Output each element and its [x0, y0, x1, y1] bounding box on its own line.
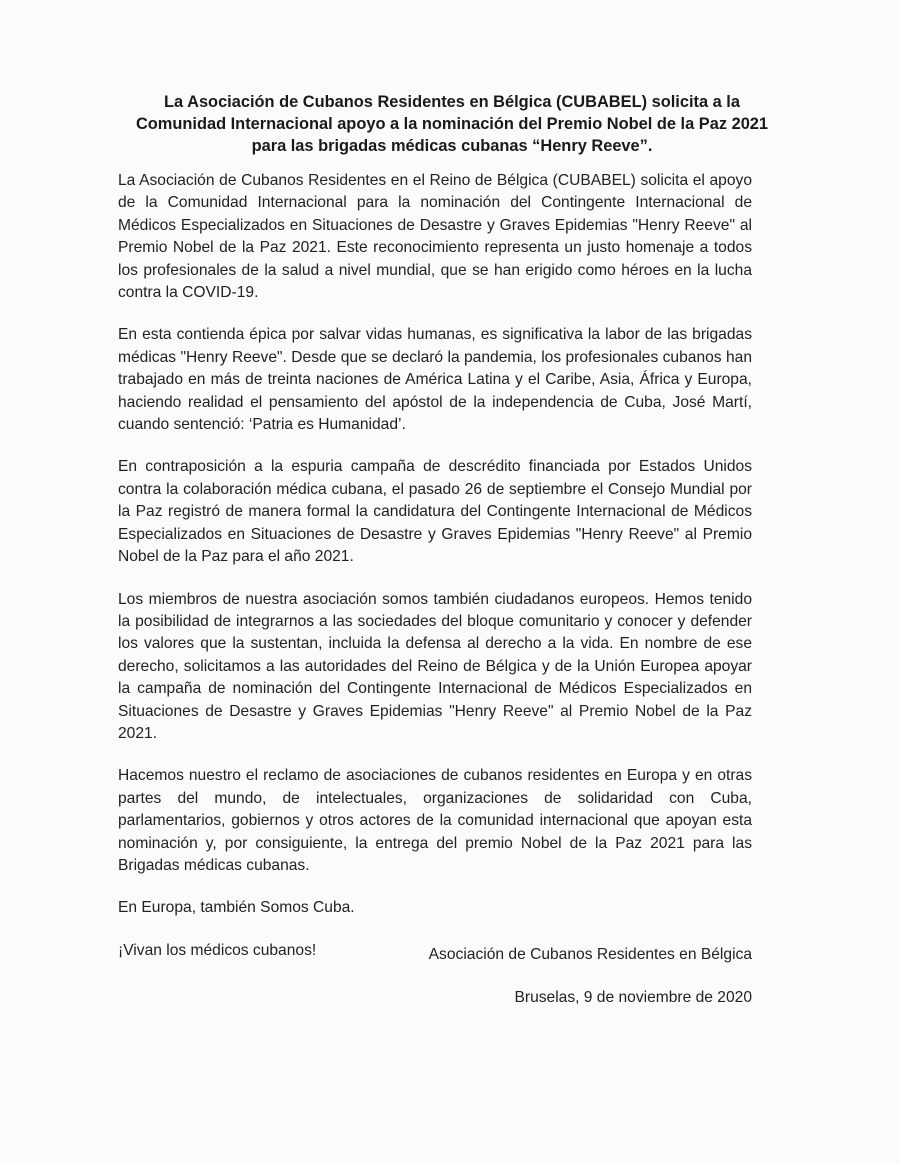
paragraph-2: En esta contienda épica por salvar vidas humanas, es significativa la labor de las brigadas médicas "Henry Reeve". Desde que se declaró la pandemia, los profesionales cubanos han trabajado en más de treinta naciones de América Latina y el Caribe, Asia, África y Europa, haciendo realidad el pensamiento del apóstol de la independencia de Cuba, José Martí, cuando sentenció: ‘Patria es Humanidad’. [118, 326, 752, 434]
paragraph-5: Hacemos nuestro el reclamo de asociaciones de cubanos residentes en Europa y en otras partes del mundo, de intelectuales, organizaciones de solidaridad con Cuba, parlamentarios, gobiernos y otros actores de la comunidad internacional que apoyan esta nominación y, por consiguiente, la entrega del premio Nobel de la Paz 2021 para las Brigadas médicas cubanas. [118, 767, 752, 874]
paragraph-4: Los miembros de nuestra asociación somos también ciudadanos europeos. Hemos tenido la posibilidad de integrarnos a las sociedades del bloque comunitario y conocer y defender los valores que la sustentan, incluida la defensa al derecho a la vida. En nombre de ese derecho, solicitamos a las autoridades del Reino de Bélgica y de la Unión Europea apoyar la campaña de nominación del Contingente Internacional de Médicos Especializados en Situaciones de Desastre y Graves Epidemias "Henry Reeve" al Premio Nobel de la Paz 2021. [118, 590, 752, 742]
closing-line-2: ¡Vivan los médicos cubanos! [118, 941, 317, 959]
closing-line-1: En Europa, también Somos Cuba. [118, 899, 355, 917]
signature-organization: Asociación de Cubanos Residentes en Bélgica [428, 946, 752, 963]
place-and-date: Bruselas, 9 de noviembre de 2020 [514, 989, 752, 1006]
document-title: La Asociación de Cubanos Residentes en Bélgica (CUBABEL) solicita a la Comunidad Internacional apoyo a la nominación del Premio Nobel de la Paz 2021 para las brigadas médicas cubanas “Henry Reeve”. [135, 93, 769, 155]
document-body [118, 170, 752, 982]
paragraph-1: La Asociación de Cubanos Residentes en el Reino de Bélgica (CUBABEL) solicita el apoyo de la Comunidad Internacional para la nominación del Contingente Internacional de Médicos Especializados en Situaciones de Desastre y Graves Epidemias "Henry Reeve" al Premio Nobel de la Paz 2021. Este reconocimiento representa un justo homenaje a todos los profesionales de la salud a nivel mundial, que se han erigido como héroes en la lucha contra la COVID-19. [118, 172, 752, 302]
signature-block [360, 944, 752, 1030]
paragraph-3: En contraposición a la espuria campaña de descrédito financiada por Estados Unidos contra la colaboración médica cubana, el pasado 26 de septiembre el Consejo Mundial por la Paz registró de manera formal la candidatura del Contingente Internacional de Médicos Especializados en Situaciones de Desastre y Graves Epidemias "Henry Reeve" al Premio Nobel de la Paz para el año 2021. [118, 458, 752, 566]
